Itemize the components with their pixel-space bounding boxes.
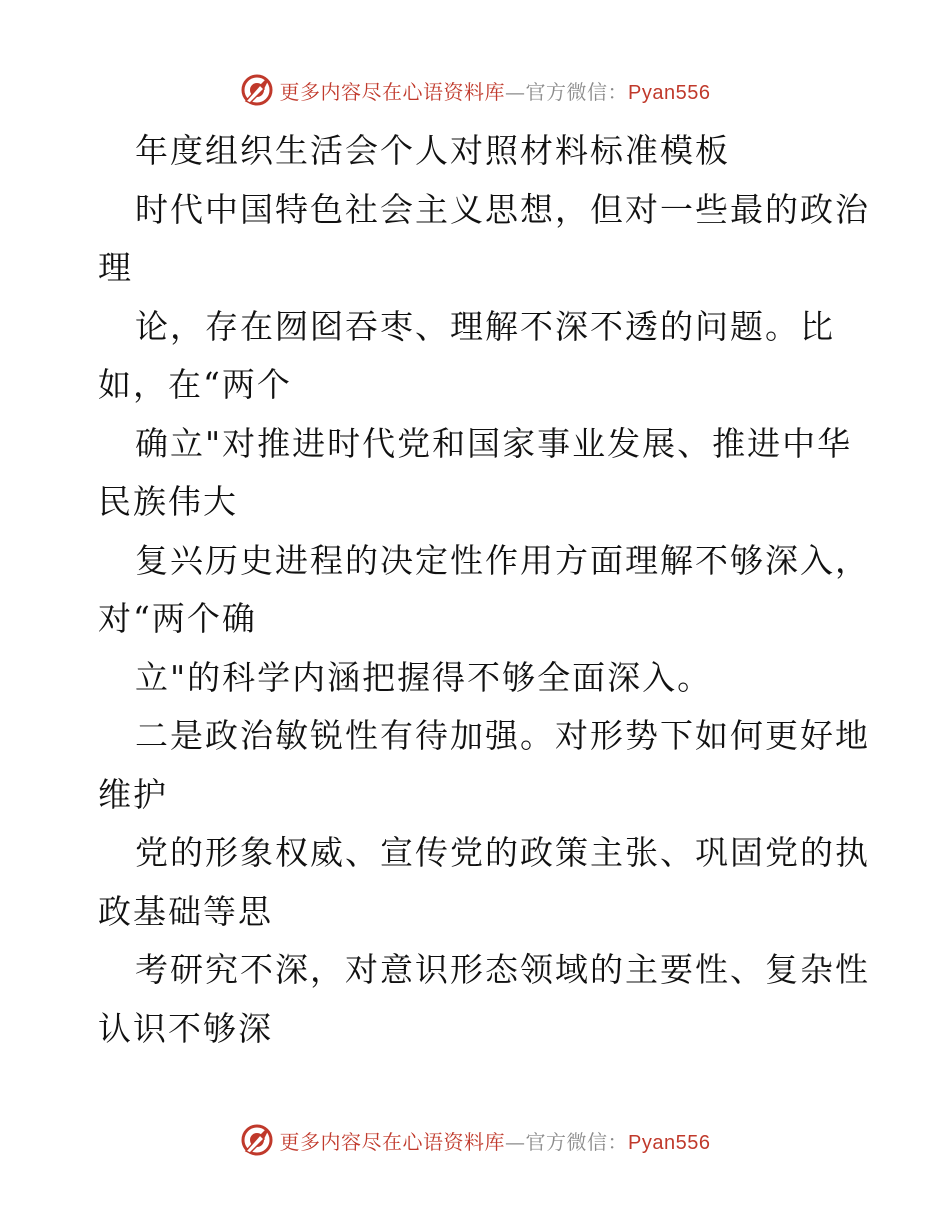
text-line: 如，在“两个 — [98, 365, 292, 404]
text-line: 维护 — [98, 774, 168, 814]
text-line: 复兴历史进程的决定性作用方面理解不够深入， — [135, 540, 870, 580]
text-line: 政基础等思 — [98, 891, 273, 931]
text-line: 考研究不深，对意识形态领域的主要性、复杂性 — [135, 950, 870, 989]
banner-main-text: 更多内容尽在心语资料库 — [279, 1129, 506, 1154]
banner-main-text: 更多内容尽在心语资料库 — [279, 79, 506, 104]
text-line: 论，存在囫囵吞枣、理解不深不透的问题。比 — [135, 306, 835, 346]
text-line: 党的形象权威、宣传党的政策主张、巩固党的执 — [135, 833, 870, 872]
document-body — [98, 122, 870, 1058]
pen-logo-icon — [240, 1123, 274, 1157]
text-line: 立"的科学内涵把握得不够全面深入。 — [135, 657, 713, 697]
text-line: 确立"对推进时代党和国家事业发展、推进中华 — [135, 423, 853, 463]
text-line: 民族伟大 — [98, 482, 238, 521]
text-line: 年度组织生活会个人对照材料标准模板 — [135, 131, 730, 170]
banner-wechat-label: 官方微信： — [525, 79, 629, 104]
banner-wechat-id: Pyan556 — [628, 1131, 711, 1154]
banner-dash: — — [505, 79, 526, 104]
banner-text — [280, 76, 711, 105]
banner-text — [280, 1126, 711, 1155]
text-line: 认识不够深 — [98, 1008, 273, 1048]
footer-banner — [0, 1120, 950, 1160]
text-line: 二是政治敏锐性有待加强。对形势下如何更好地 — [135, 716, 870, 755]
banner-wechat-id: Pyan556 — [628, 81, 711, 104]
banner-dash: — — [505, 1129, 526, 1154]
text-line: 理 — [98, 248, 133, 287]
text-line: 对“两个确 — [98, 599, 257, 638]
text-line: 时代中国特色社会主义思想，但对一些最的政治 — [135, 189, 870, 229]
pen-logo-icon — [240, 73, 274, 107]
header-banner — [0, 70, 950, 110]
banner-wechat-label: 官方微信： — [525, 1129, 629, 1154]
